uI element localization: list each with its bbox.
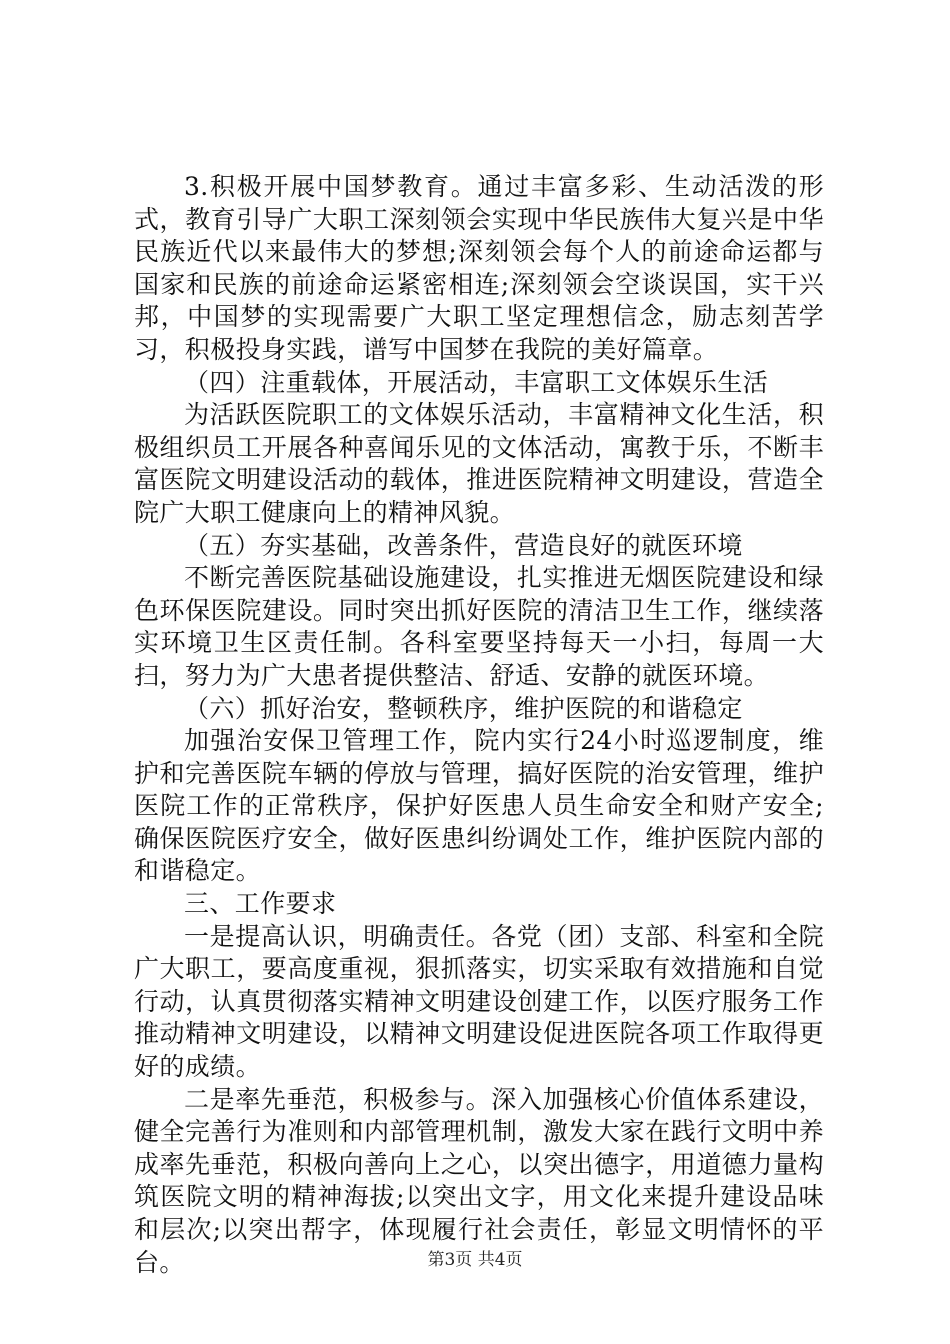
page-number-footer: 第3页 共4页	[427, 1250, 523, 1270]
document-body	[134, 171, 824, 1279]
section-heading-six: （六）抓好治安，整顿秩序，维护医院的和谐稳定	[184, 693, 743, 723]
paragraph-security: 加强治安保卫管理工作，院内实行24小时巡逻制度，维护和完善医院车辆的停放与管理，搞好医院的治安管理，维护医院工作的正常秩序，保护好医患人员生命安全和财产安全;确保医院医疗安全，做好医患纠纷调处工作，维护医院内部的和谐稳定。	[134, 726, 824, 886]
paragraph-infrastructure: 不断完善医院基础设施建设，扎实推进无烟医院建设和绿色环保医院建设。同时突出抓好医院的清洁卫生工作，继续落实环境卫生区责任制。各科室要坚持每天一小扫，每周一大扫，努力为广大患者提供整洁、舒适、安静的就医环境。	[134, 563, 824, 690]
paragraph-cultural-activities: 为活跃医院职工的文体娱乐活动，丰富精神文化生活，积极组织员工开展各种喜闻乐见的文体活动，寓教于乐，不断丰富医院文明建设活动的载体，推进医院精神文明建设，营造全院广大职工健康向上的精神风貌。	[134, 400, 824, 527]
paragraph-requirement-two: 二是率先垂范，积极参与。深入加强核心价值体系建设，健全完善行为准则和内部管理机制，激发大家在践行文明中养成率先垂范，积极向善向上之心，以突出德字，用道德力量构筑医院文明的精神海拔;以突出文字，用文化来提升建设品味和层次;以突出帮字，体现履行社会责任，彰显文明情怀的平台。	[134, 1084, 824, 1277]
paragraph-requirement-one: 一是提高认识，明确责任。各党（团）支部、科室和全院广大职工，要高度重视，狠抓落实，切实采取有效措施和自觉行动，认真贯彻落实精神文明建设创建工作，以医疗服务工作推动精神文明建设，以精神文明建设促进医院各项工作取得更好的成绩。	[134, 921, 824, 1082]
section-heading-five: （五）夯实基础，改善条件，营造良好的就医环境	[184, 530, 743, 560]
paragraph-dream-education: 3.积极开展中国梦教育。通过丰富多彩、生动活泼的形式，教育引导广大职工深刻领会实现中华民族伟大复兴是中华民族近代以来最伟大的梦想;深刻领会每个人的前途命运都与国家和民族的前途命运紧密相连;深刻领会空谈误国，实干兴邦，中国梦的实现需要广大职工坚定理想信念，励志刻苦学习，积极投身实践，谱写中国梦在我院的美好篇章。	[134, 172, 824, 364]
section-heading-four: （四）注重载体，开展活动，丰富职工文体娱乐生活	[184, 367, 769, 397]
section-heading-requirements: 三、工作要求	[184, 889, 337, 919]
